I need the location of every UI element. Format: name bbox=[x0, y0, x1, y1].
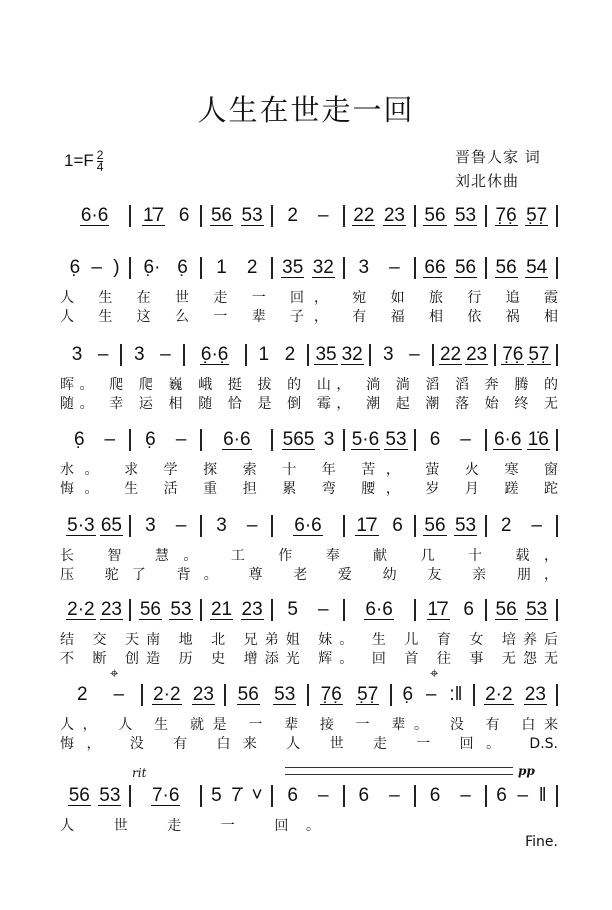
measure bbox=[131, 429, 202, 451]
note-group: 56 bbox=[454, 257, 477, 278]
note-group: 53 bbox=[274, 684, 296, 705]
note-group: 2·2 bbox=[67, 599, 95, 620]
note-group: 3 bbox=[145, 515, 156, 536]
note-group: 6·6 bbox=[80, 205, 109, 226]
note-group: 3 bbox=[358, 257, 370, 278]
note-group: 23 bbox=[192, 684, 214, 705]
music-line bbox=[60, 255, 558, 325]
measure bbox=[487, 205, 558, 227]
note-group: 2 bbox=[287, 205, 298, 226]
note-group: 6·6 bbox=[493, 429, 522, 450]
note-group: 6·6 bbox=[365, 599, 393, 620]
measure bbox=[416, 205, 487, 227]
lyric-line: 悔。 生 活 重 担 累 弯 腰， 岁 月 蹉 跎 bbox=[60, 481, 558, 497]
note-group: 53 bbox=[454, 515, 477, 536]
music-line bbox=[60, 597, 558, 667]
note-group: 6̣ bbox=[177, 257, 188, 278]
lyric-line: 人， 人 生 就是 一 辈 接 一 辈。 没 有 白来 bbox=[60, 717, 558, 733]
note-group: 7̣6̣ bbox=[502, 344, 524, 365]
time-sig-bottom: 4 bbox=[96, 160, 104, 174]
note-group: 3 bbox=[323, 429, 335, 450]
note-group: 3 bbox=[71, 344, 83, 365]
note-group: 1̇6 bbox=[527, 429, 549, 450]
note-group: :‖ bbox=[449, 684, 463, 705]
note-group: 6 bbox=[358, 785, 370, 806]
note-group: 53 bbox=[241, 205, 263, 226]
note-group: 56 bbox=[68, 785, 90, 806]
note-group: – bbox=[409, 344, 420, 365]
note-group: 56 bbox=[210, 205, 233, 226]
note-group: – bbox=[97, 344, 109, 365]
note-group: – bbox=[317, 599, 329, 620]
note-group: 2·2 bbox=[485, 684, 513, 705]
note-group: 6̣ bbox=[145, 429, 156, 450]
note-group: 22 bbox=[353, 205, 375, 226]
measure bbox=[475, 684, 558, 706]
measure bbox=[226, 684, 309, 706]
note-group: 53 bbox=[170, 599, 192, 620]
coda-sign-icon: ⌖ bbox=[430, 665, 439, 682]
note-group: ) bbox=[113, 257, 120, 278]
lyricist-credit: 晋鲁人家 词 bbox=[455, 148, 541, 166]
note-group: 2 bbox=[246, 257, 258, 278]
measure bbox=[273, 599, 344, 621]
measure bbox=[131, 515, 202, 537]
music-line bbox=[60, 682, 558, 752]
note-group: 6 bbox=[287, 785, 298, 806]
note-group: 6̣· bbox=[143, 257, 161, 278]
measure bbox=[60, 599, 131, 621]
note-group: 5 bbox=[287, 599, 298, 620]
lyric-line: 水。 求 学 探 索 十 年 苦， 萤 火 寒 窗 bbox=[60, 462, 558, 478]
measure bbox=[131, 257, 202, 279]
note-group: 53 bbox=[454, 205, 477, 226]
note-group: 54 bbox=[526, 257, 548, 278]
note-group: 7̣6̣ bbox=[320, 684, 342, 705]
note-group: 2 bbox=[76, 684, 88, 705]
note-group: 1̇7 bbox=[427, 599, 449, 620]
measure bbox=[487, 785, 558, 807]
notation-line bbox=[60, 597, 558, 623]
measure bbox=[202, 515, 273, 537]
measure bbox=[416, 515, 487, 537]
measure bbox=[345, 429, 416, 451]
measure bbox=[416, 599, 487, 621]
note-group: 6 bbox=[392, 515, 403, 536]
measure bbox=[345, 785, 416, 807]
note-group: 23 bbox=[383, 205, 405, 226]
music-line bbox=[60, 427, 558, 497]
note-group: 1 bbox=[258, 344, 270, 365]
note-group: 23 bbox=[241, 599, 263, 620]
note-group: 2 bbox=[500, 515, 512, 536]
measure bbox=[143, 684, 226, 706]
music-line bbox=[60, 513, 558, 583]
note-group: 7̇ bbox=[231, 785, 242, 806]
note-group: 5·6 bbox=[351, 429, 380, 450]
composer-credit: 刘北休曲 bbox=[455, 172, 520, 190]
note-group: 35 bbox=[315, 344, 337, 365]
note-group: 5 bbox=[211, 785, 222, 806]
notation-line bbox=[60, 513, 558, 539]
note-group: 7·6 bbox=[151, 785, 180, 806]
note-group: 5̣7̣ bbox=[357, 684, 379, 705]
note-group: 6·6 bbox=[223, 429, 251, 450]
note-group: – bbox=[91, 257, 102, 278]
measure bbox=[60, 257, 131, 279]
note-group: 56 bbox=[495, 257, 517, 278]
measure bbox=[247, 344, 309, 366]
note-group: 53 bbox=[99, 785, 121, 806]
note-group: 5̣7̣ bbox=[526, 205, 548, 226]
measure bbox=[202, 429, 273, 451]
note-group: 56 bbox=[237, 684, 259, 705]
measure bbox=[273, 785, 344, 807]
music-line bbox=[60, 203, 558, 229]
measure bbox=[345, 599, 416, 621]
note-group: 2·2 bbox=[153, 684, 181, 705]
note-group: 53 bbox=[385, 429, 407, 450]
time-signature bbox=[97, 150, 104, 173]
lyric-line: 长 智 慧。 工 作 奉 献 几 十 载， bbox=[60, 548, 558, 564]
music-line bbox=[60, 342, 558, 412]
note-group: 565 bbox=[282, 429, 315, 450]
lyric-line: 晖。 爬 爬 巍 峨 挺 拔 的 山， 淌 淌 滔 滔 奔 腾 的 bbox=[60, 377, 558, 393]
note-group: – bbox=[389, 785, 400, 806]
key-signature bbox=[64, 150, 103, 173]
note-group: – bbox=[175, 429, 187, 450]
notation-line bbox=[60, 783, 558, 809]
note-group: 6 bbox=[496, 785, 507, 806]
measure bbox=[273, 257, 344, 279]
note-group: 1̇7 bbox=[142, 205, 165, 226]
measure bbox=[416, 785, 487, 807]
time-sig-top: 2 bbox=[96, 148, 104, 162]
measure bbox=[202, 257, 273, 279]
note-group: 65 bbox=[100, 515, 122, 536]
measure bbox=[309, 684, 392, 706]
measure bbox=[487, 599, 558, 621]
note-group: – bbox=[160, 344, 171, 365]
note-group: – bbox=[317, 785, 329, 806]
measure bbox=[487, 257, 558, 279]
song-title: 人生在世走一回 bbox=[197, 93, 415, 127]
note-group: – bbox=[175, 515, 187, 536]
note-group: ‖ bbox=[538, 785, 547, 806]
measure bbox=[487, 429, 558, 451]
note-group: 23 bbox=[466, 344, 488, 365]
lyric-line: 人 世 走 一 回。 bbox=[60, 818, 320, 834]
measure bbox=[345, 257, 416, 279]
lyric-line: 人 生 这 么 一 辈 子， 有 福 相 依 祸 相 bbox=[60, 309, 558, 325]
measure bbox=[371, 344, 433, 366]
measure bbox=[309, 344, 371, 366]
note-group: 6̣ bbox=[69, 257, 81, 278]
measure bbox=[131, 785, 202, 807]
rit-mark: rit bbox=[132, 766, 147, 780]
note-group: – bbox=[460, 785, 471, 806]
diminuendo-hairpin bbox=[285, 767, 513, 775]
measure bbox=[273, 515, 344, 537]
note-group: 6̣·6̣ bbox=[200, 344, 229, 365]
measure bbox=[273, 205, 344, 227]
measure bbox=[131, 599, 202, 621]
note-group: 6̣ bbox=[73, 429, 85, 450]
notation-line bbox=[60, 427, 558, 453]
note-group: 6 bbox=[463, 599, 474, 620]
note-group: – bbox=[104, 429, 116, 450]
measure bbox=[434, 344, 496, 366]
measure bbox=[416, 257, 487, 279]
note-group: ˅ bbox=[251, 785, 263, 806]
note-group: – bbox=[317, 205, 329, 226]
note-group: 23 bbox=[100, 599, 122, 620]
lyric-line: Fine. bbox=[525, 834, 558, 850]
note-group: 56 bbox=[495, 599, 517, 620]
note-group: 53 bbox=[526, 599, 548, 620]
measure bbox=[392, 684, 475, 706]
note-group: 6 bbox=[429, 785, 441, 806]
note-group: 5̣7̣ bbox=[528, 344, 550, 365]
notation-line bbox=[60, 682, 558, 708]
measure bbox=[416, 429, 487, 451]
coda-sign-icon: ⌖ bbox=[110, 665, 119, 682]
note-group: 3 bbox=[134, 344, 145, 365]
measure bbox=[202, 785, 273, 807]
measure bbox=[273, 429, 344, 451]
notation-line bbox=[60, 203, 558, 229]
notation-line bbox=[60, 342, 558, 368]
note-group: 1 bbox=[216, 257, 227, 278]
note-group: 3 bbox=[383, 344, 394, 365]
measure bbox=[487, 515, 558, 537]
note-group: – bbox=[389, 257, 400, 278]
note-group: – bbox=[460, 429, 471, 450]
notation-line bbox=[60, 255, 558, 281]
lyric-line: 悔， 没 有 白来 人 世 走 一 回。 D.S. bbox=[60, 736, 558, 752]
measure bbox=[496, 344, 558, 366]
measure bbox=[60, 429, 131, 451]
note-group: 3 bbox=[216, 515, 227, 536]
measure bbox=[60, 205, 131, 227]
note-group: 23 bbox=[524, 684, 546, 705]
lyric-line: 人 生 在 世 走 一 回， 宛 如 旅 行 追 霞 bbox=[60, 290, 558, 306]
note-group: 6 bbox=[429, 429, 441, 450]
measure bbox=[131, 205, 202, 227]
note-group: 2 bbox=[284, 344, 296, 365]
note-group: 7̣6̣ bbox=[495, 205, 517, 226]
pp-dynamic: pp bbox=[518, 764, 535, 778]
note-group: 6̣ bbox=[402, 684, 414, 705]
measure bbox=[60, 515, 131, 537]
lyric-line: 压 驼了 背。 尊 老 爱 幼 友 亲 朋， bbox=[60, 567, 558, 583]
note-group: 66 bbox=[424, 257, 446, 278]
measure bbox=[185, 344, 247, 366]
note-group: 21 bbox=[210, 599, 233, 620]
measure bbox=[345, 205, 416, 227]
lyric-line: 随。 幸 运 相 随 恰 是 倒 霉， 潮 起 潮 落 始 终 无 bbox=[60, 396, 558, 412]
note-group: – bbox=[531, 515, 542, 536]
measure bbox=[60, 684, 143, 706]
note-group: – bbox=[425, 684, 437, 705]
lyric-line: 不 断 创造 历 史 增添光 辉。 回 首 往 事 无怨无 bbox=[60, 651, 558, 667]
music-line bbox=[60, 783, 558, 853]
measure bbox=[60, 344, 122, 366]
measure bbox=[202, 599, 273, 621]
note-group: – bbox=[517, 785, 529, 806]
note-group: – bbox=[246, 515, 258, 536]
key-label: 1=F bbox=[64, 150, 94, 170]
note-group: 56 bbox=[424, 515, 446, 536]
measure bbox=[345, 515, 416, 537]
note-group: – bbox=[113, 684, 125, 705]
note-group: 35 bbox=[282, 257, 304, 278]
measure bbox=[202, 205, 273, 227]
note-group: 32 bbox=[341, 344, 363, 365]
note-group: 56 bbox=[424, 205, 446, 226]
lyric-line: 结 交 天南 地 北 兄弟姐 妹。 生 儿 育 女 培养后 bbox=[60, 632, 558, 648]
note-group: 5·3 bbox=[67, 515, 95, 536]
note-group: 6·6 bbox=[294, 515, 322, 536]
note-group: 1̇7 bbox=[356, 515, 378, 536]
note-group: 32 bbox=[312, 257, 334, 278]
note-group: 56 bbox=[139, 599, 161, 620]
note-group: 6 bbox=[178, 205, 190, 226]
measure bbox=[60, 785, 131, 807]
note-group: 22 bbox=[439, 344, 462, 365]
measure bbox=[122, 344, 184, 366]
